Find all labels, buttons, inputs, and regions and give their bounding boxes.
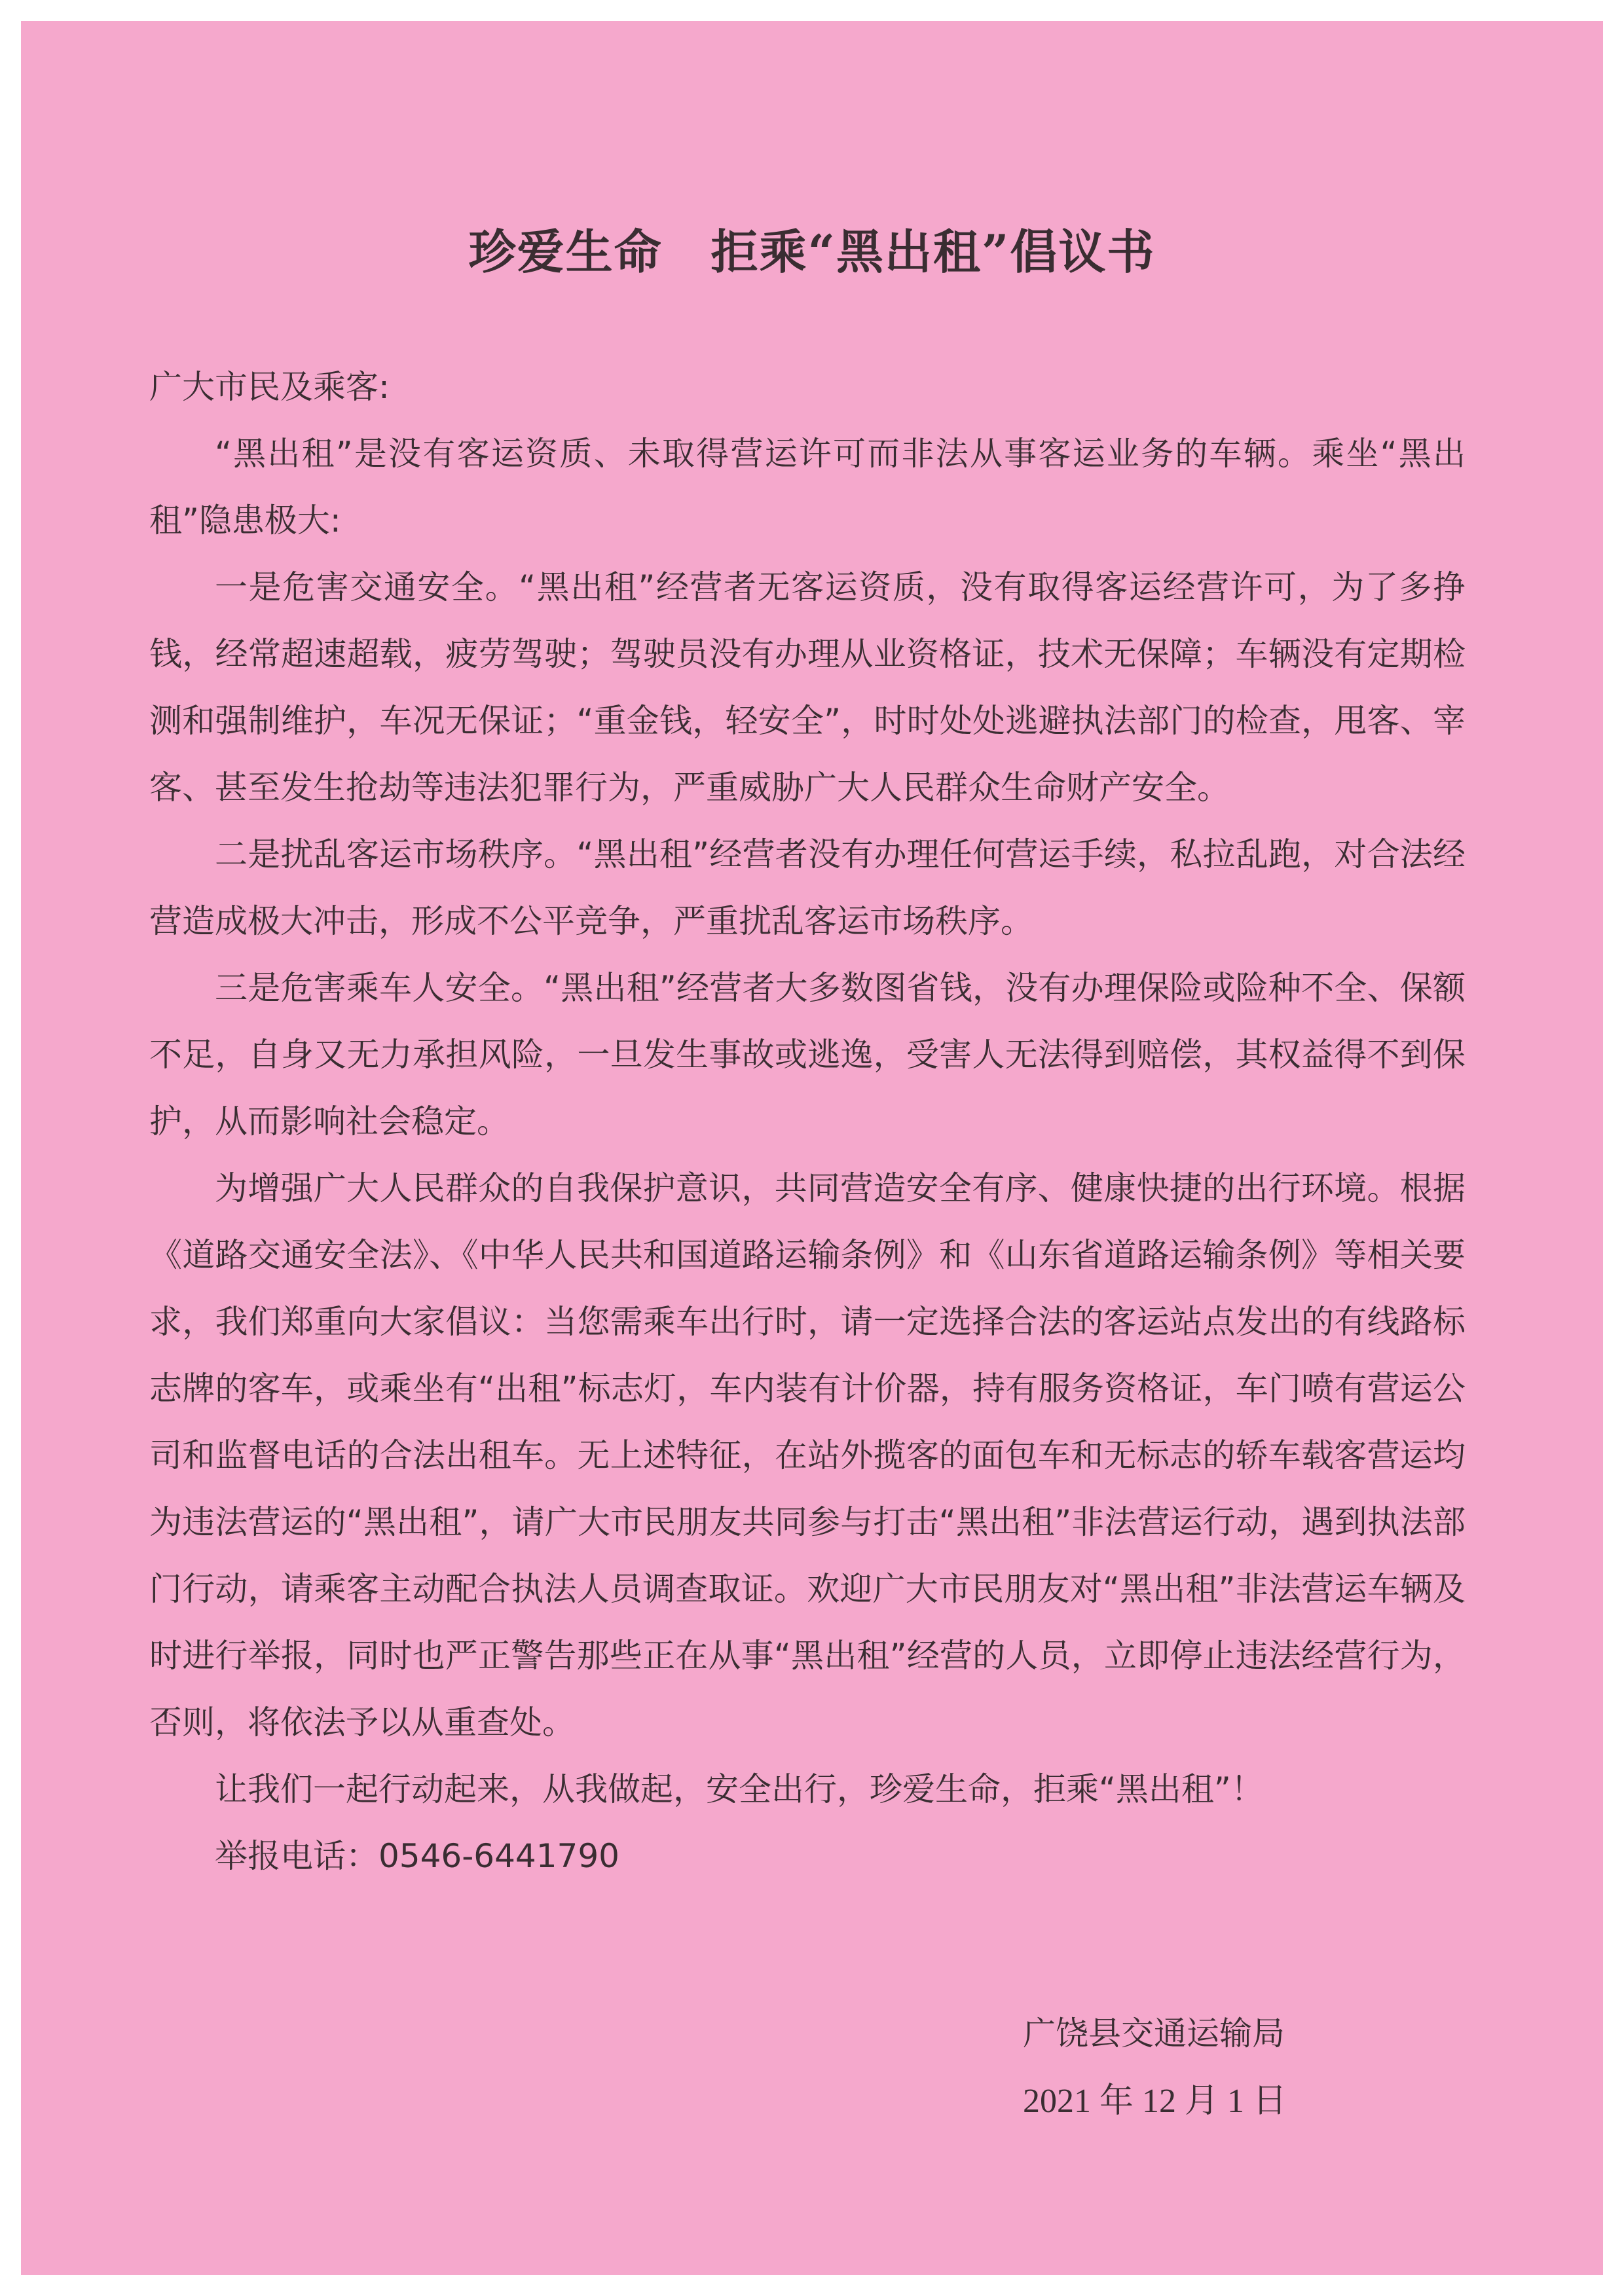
issuing-organization: 广饶县交通运输局	[1023, 2014, 1285, 2052]
document-page	[21, 21, 1603, 2275]
paragraph-call-to-action: 让我们一起行动起来，从我做起，安全出行，珍爱生命，拒乘“黑出租”！	[215, 1770, 1264, 1808]
paragraph-definition: “黑出租”是没有客运资质、未取得营运许可而非法从事客运业务的车辆。乘坐“黑出租”隐患极大:	[149, 435, 1466, 539]
paragraph-initiative: 为增强广大人民群众的自我保护意识，共同营造安全有序、健康快捷的出行环境。根据《道路交通安全法》、《中华人民共和国道路运输条例》和《山东省道路运输条例》等相关要求，我们郑重向大家倡议：当您需乘车出行时，请一定选择合法的客运站点发出的有线路标志牌的客车，或乘坐有“出租”标志灯，车内装有计价器，持有服务资格证，车门喷有营运公司和监督电话的合法出租车。无上述特征，在站外揽客的面包车和无标志的轿车载客营运均为违法营运的“黑出租”，请广大市民朋友共同参与打击“黑出租”非法营运行动，遇到执法部门行动，请乘客主动配合执法人员调查取证。欢迎广大市民朋友对“黑出租”非法营运车辆及时进行举报，同时也严正警告那些正在从事“黑出租”经营的人员，立即停止违法经营行为，否则，将依法予以从重查处。	[149, 1169, 1466, 1741]
report-hotline: 举报电话：0546-6441790	[215, 1837, 619, 1875]
issue-date: 2021 年 12 月 1 日	[1023, 2083, 1287, 2120]
paragraph-market-order: 二是扰乱客运市场秩序。“黑出租”经营者没有办理任何营运手续，私拉乱跑，对合法经营造成极大冲击，形成不公平竞争，严重扰乱客运市场秩序。	[149, 835, 1466, 940]
signature-block	[1023, 1999, 1287, 2136]
salutation: 广大市民及乘客:	[149, 368, 390, 406]
document-title: 珍爱生命 拒乘“黑出租”倡议书	[468, 224, 1156, 280]
document-body	[149, 354, 1466, 1889]
paragraph-traffic-safety: 一是危害交通安全。“黑出租”经营者无客运资质，没有取得客运经营许可，为了多挣钱，经常超速超载，疲劳驾驶；驾驶员没有办理从业资格证，技术无保障；车辆没有定期检测和强制维护，车况无保证；“重金钱，轻安全”，时时处处逃避执法部门的检查，甩客、宰客、甚至发生抢劫等违法犯罪行为，严重威胁广大人民群众生命财产安全。	[149, 568, 1466, 807]
paragraph-passenger-safety: 三是危害乘车人安全。“黑出租”经营者大多数图省钱，没有办理保险或险种不全、保额不足，自身又无力承担风险，一旦发生事故或逃逸，受害人无法得到赔偿，其权益得不到保护，从而影响社会稳定。	[149, 969, 1466, 1140]
